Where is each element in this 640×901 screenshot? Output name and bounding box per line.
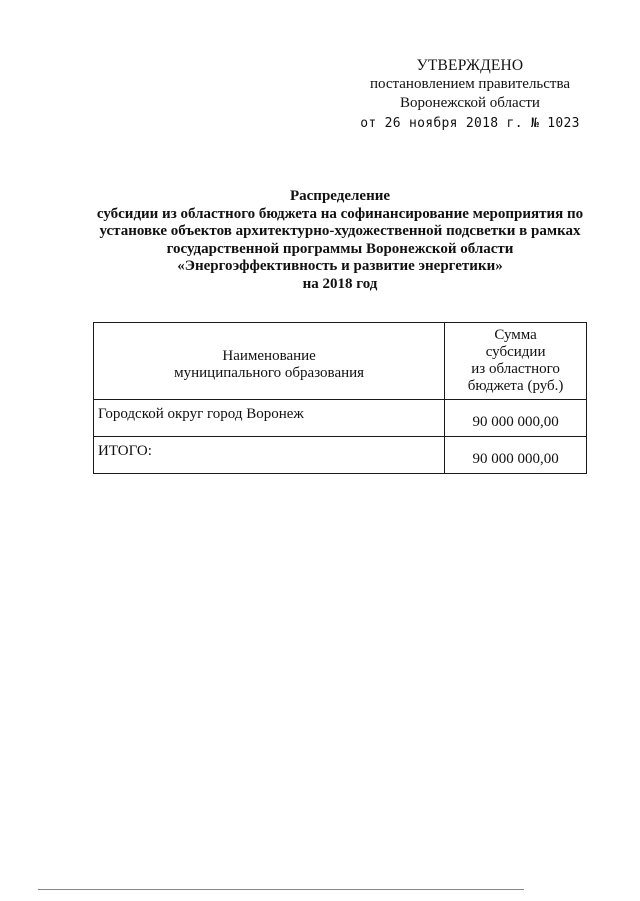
- header-municipality-line-1: Наименование: [222, 348, 316, 364]
- table-header-row: [94, 323, 587, 400]
- header-municipality: [94, 323, 445, 400]
- subsidy-table: [93, 322, 587, 474]
- approval-line-2: Воронежской области: [400, 95, 540, 111]
- heading-line-3: установке объектов архитектурно-художественной подсветки в рамках: [99, 223, 581, 239]
- heading-line-4: государственной программы Воронежской области: [166, 240, 514, 257]
- header-subsidy-amount: [445, 323, 587, 400]
- row-subsidy-amount: 90 000 000,00: [445, 400, 587, 437]
- heading-line-6: на 2018 год: [302, 275, 378, 292]
- total-label: ИТОГО:: [94, 437, 445, 474]
- approval-line-1: постановлением правительства: [369, 76, 571, 92]
- decree-reference: от 26 ноября 2018 г. № 1023: [360, 116, 580, 131]
- table-total-row: [94, 437, 587, 474]
- header-amount-line-4: бюджета (руб.): [467, 378, 564, 394]
- heading-line-2: субсидии из областного бюджета на софинансирование мероприятия по: [96, 205, 584, 222]
- heading-line-1: Распределение: [289, 188, 391, 204]
- approval-stamp: [355, 56, 585, 133]
- header-amount-line-3: из областного: [471, 361, 560, 377]
- table-row: [94, 400, 587, 437]
- approval-title: УТВЕРЖДЕНО: [416, 57, 524, 74]
- header-amount-line-1: Сумма: [494, 327, 537, 343]
- row-municipality-name: Городской округ город Воронеж: [94, 400, 445, 437]
- header-municipality-line-2: муниципального образования: [174, 365, 365, 381]
- heading-line-5: «Энергоэффективность и развитие энергетики»: [177, 258, 503, 274]
- header-amount-line-2: субсидии: [485, 344, 546, 360]
- document-heading: [80, 188, 600, 293]
- bottom-divider: [38, 889, 524, 890]
- total-amount: 90 000 000,00: [445, 437, 587, 474]
